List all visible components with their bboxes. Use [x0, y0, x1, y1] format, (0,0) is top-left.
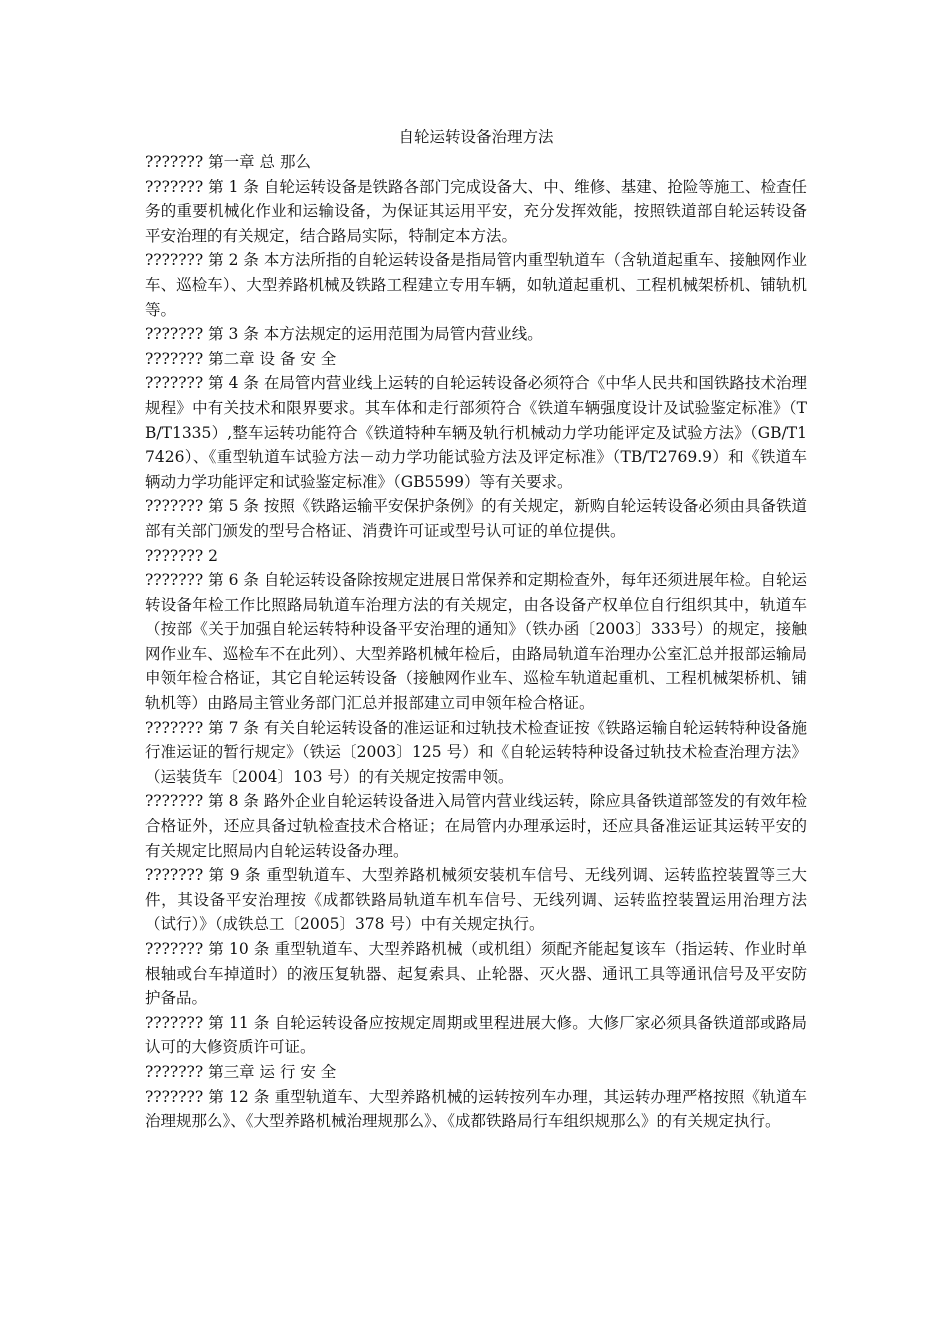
article-paragraph: ??????? 第 9 条 重型轨道车、大型养路机械须安装机车信号、无线列调、运转监控装置等三大件，其设备平安治理按《成都铁路局轨道车机车信号、无线列调、运转监控装置运用治理方法（试行）》（成铁总工〔2005〕378 号）中有关规定执行。: [145, 866, 807, 934]
article-paragraph: ??????? 第 4 条 在局管内营业线上运转的自轮运转设备必须符合《中华人民共和国铁路技术治理规程》中有关技术和限界要求。其车体和走行部须符合《铁道车辆强度设计及试验鉴定标准》（TB/T1335）,整车运转功能符合《铁道特种车辆及轨行机械动力学功能评定及试验方法》（GB/T17426）、《重型轨道车试验方法－动力学功能试验方法及评定标准》（TB/T2769.9）和《铁道车辆动力学功能评定和试验鉴定标准》（GB5599）等有关要求。: [145, 374, 807, 491]
document-page: [145, 126, 807, 1134]
article-paragraph: ??????? 第 2 条 本方法所指的自轮运转设备是指局管内重型轨道车（含轨道起重车、接触网作业车、巡检车）、大型养路机械及铁路工程建立专用车辆，如轨道起重机、工程机械架桥机、铺轨机等。: [145, 251, 807, 319]
article-paragraph: ??????? 第 10 条 重型轨道车、大型养路机械（或机组）须配齐能起复该车（指运转、作业时单根轴或台车掉道时）的液压复轨器、起复索具、止轮器、灭火器、通讯工具等通讯信号及平安防护备品。: [145, 940, 807, 1008]
article-paragraph: ??????? 第 1 条 自轮运转设备是铁路各部门完成设备大、中、维修、基建、抢险等施工、检查任务的重要机械化作业和运输设备，为保证其运用平安，充分发挥效能，按照铁道部自轮运转设备平安治理的有关规定，结合路局实际，特制定本方法。: [145, 177, 807, 245]
article-paragraph: ??????? 第 6 条 自轮运转设备除按规定进展日常保养和定期检查外，每年还须进展年检。自轮运转设备年检工作比照路局轨道车治理方法的有关规定，由各设备产权单位自行组织其中，轨道车（按部《关于加强自轮运转特种设备平安治理的通知》（铁办函〔2003〕333号）的规定，接触网作业车、巡检车不在此列）、大型养路机械年检后，由路局轨道车治理办公室汇总并报部运输局申领年检合格证，其它自轮运转设备（接触网作业车、巡检车轨道起重机、工程机械架桥机、铺轨机等）由路局主管业务部门汇总并报部建立司申领年检合格证。: [145, 571, 807, 713]
chapter-heading: ??????? 第一章 总 那么: [145, 153, 311, 171]
article-paragraph: ??????? 第 8 条 路外企业自轮运转设备进入局管内营业线运转，除应具备铁道部签发的有效年检合格证外，还应具备过轨检查技术合格证；在局管内办理承运时，还应具备准运证其运转平安的有关规定比照局内自轮运转设备办理。: [145, 792, 807, 860]
chapter-heading: ??????? 第三章 运 行 安 全: [145, 1062, 337, 1081]
article-paragraph: ??????? 第 12 条 重型轨道车、大型养路机械的运转按列车办理，其运转办理严格按照《轨道车治理规那么》、《大型养路机械治理规那么》、《成都铁路局行车组织规那么》的有关规定执行。: [145, 1087, 807, 1131]
article-paragraph: ??????? 第 3 条 本方法规定的运用范围为局管内营业线。: [145, 325, 543, 344]
article-paragraph: ??????? 第 5 条 按照《铁路运输平安保护条例》的有关规定，新购自轮运转设备必须由具备铁道部有关部门颁发的型号合格证、消费许可证或型号认可证的单位提供。: [145, 497, 807, 540]
page-number: ??????? 2: [145, 546, 218, 565]
article-paragraph: ??????? 第 7 条 有关自轮运转设备的准运证和过轨技术检查证按《铁路运输自轮运转特种设备施行准运证的暂行规定》（铁运〔2003〕125 号）和《自轮运转特种设备过轨技术检查治理方法》（运装货车〔2004〕103 号）的有关规定按需申领。: [145, 718, 807, 786]
chapter-heading: ??????? 第二章 设 备 安 全: [145, 349, 337, 368]
document-body: [145, 150, 807, 1134]
article-paragraph: ??????? 第 11 条 自轮运转设备应按规定周期或里程进展大修。大修厂家必须具备铁道部或路局认可的大修资质许可证。: [145, 1013, 807, 1057]
document-title: 自轮运转设备治理方法: [398, 128, 554, 146]
